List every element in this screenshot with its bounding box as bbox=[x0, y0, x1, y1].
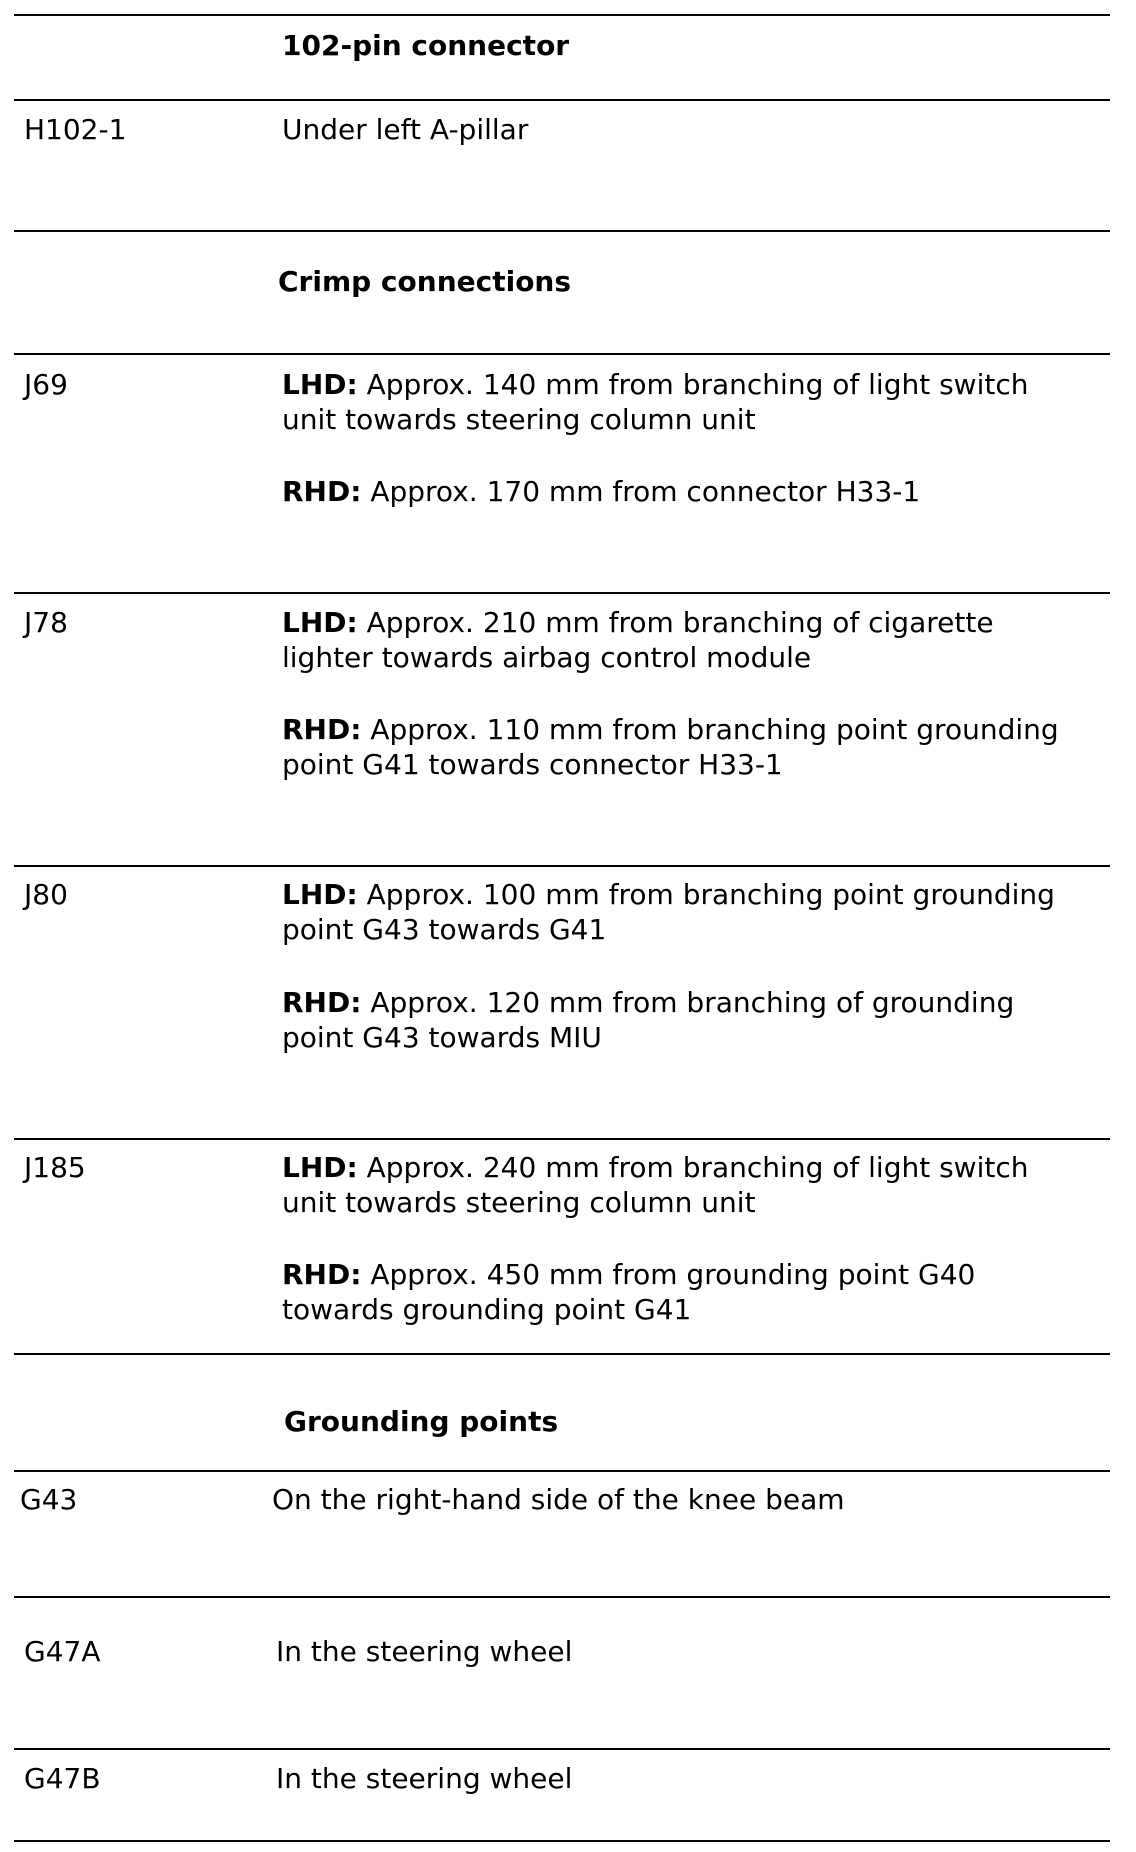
row-lhd-j78-line1: LHD: Approx. 210 mm from branching of cigarette bbox=[282, 606, 994, 639]
row-text-g47b: In the steering wheel bbox=[276, 1762, 573, 1795]
row-lhd-j69-line2: unit towards steering column unit bbox=[282, 403, 756, 436]
rule-after-h102 bbox=[14, 230, 1110, 232]
rule-after-j69 bbox=[14, 592, 1110, 594]
row-code-j185: J185 bbox=[24, 1151, 86, 1184]
row-lhd-j80-line2: point G43 towards G41 bbox=[282, 913, 607, 946]
row-lhd-j80-line1: LHD: Approx. 100 mm from branching point grounding bbox=[282, 878, 1055, 911]
row-text-g47a: In the steering wheel bbox=[276, 1635, 573, 1668]
rule-top bbox=[14, 14, 1110, 16]
row-text-g43: On the right-hand side of the knee beam bbox=[272, 1483, 845, 1516]
rule-after-j185 bbox=[14, 1353, 1110, 1355]
lhd-label: LHD: bbox=[282, 878, 358, 911]
rhd-label: RHD: bbox=[282, 713, 362, 746]
row-text-h102: Under left A-pillar bbox=[282, 113, 529, 146]
row-code-j69: J69 bbox=[24, 368, 68, 401]
rhd-label: RHD: bbox=[282, 1258, 362, 1291]
row-rhd-j78-line2: point G41 towards connector H33-1 bbox=[282, 748, 783, 781]
lhd-label: LHD: bbox=[282, 606, 358, 639]
row-code-j78: J78 bbox=[24, 606, 68, 639]
row-rhd-j185-line2: towards grounding point G41 bbox=[282, 1293, 692, 1326]
section-heading-crimp: Crimp connections bbox=[278, 265, 572, 298]
lhd-label: LHD: bbox=[282, 1151, 358, 1184]
section-heading-connector: 102-pin connector bbox=[282, 29, 570, 62]
row-rhd-j80-line2: point G43 towards MIU bbox=[282, 1021, 602, 1054]
rule-after-j80 bbox=[14, 1138, 1110, 1140]
section-heading-grounding: Grounding points bbox=[284, 1405, 559, 1438]
row-rhd-j80-line1: RHD: Approx. 120 mm from branching of grounding bbox=[282, 986, 1015, 1019]
lhd-label: LHD: bbox=[282, 368, 358, 401]
rule-after-g43 bbox=[14, 1596, 1110, 1598]
rule-after-grounding-heading bbox=[14, 1470, 1110, 1472]
rule-after-j78 bbox=[14, 865, 1110, 867]
rule-after-g47a bbox=[14, 1748, 1110, 1750]
row-lhd-j185-line1: LHD: Approx. 240 mm from branching of light switch bbox=[282, 1151, 1029, 1184]
rule-bottom bbox=[14, 1840, 1110, 1842]
rule-after-connector-heading bbox=[14, 99, 1110, 101]
row-lhd-j78-line2: lighter towards airbag control module bbox=[282, 641, 812, 674]
row-code-g47a: G47A bbox=[24, 1635, 101, 1668]
row-lhd-j69-line1: LHD: Approx. 140 mm from branching of light switch bbox=[282, 368, 1029, 401]
row-code-h102: H102-1 bbox=[24, 113, 127, 146]
rule-after-crimp-heading bbox=[14, 353, 1110, 355]
row-code-g47b: G47B bbox=[24, 1762, 101, 1795]
rhd-label: RHD: bbox=[282, 475, 362, 508]
row-code-g43: G43 bbox=[20, 1483, 78, 1516]
row-rhd-j69-line1: RHD: Approx. 170 mm from connector H33-1 bbox=[282, 475, 921, 508]
row-lhd-j185-line2: unit towards steering column unit bbox=[282, 1186, 756, 1219]
row-rhd-j185-line1: RHD: Approx. 450 mm from grounding point G40 bbox=[282, 1258, 976, 1291]
rhd-label: RHD: bbox=[282, 986, 362, 1019]
row-code-j80: J80 bbox=[24, 878, 68, 911]
row-rhd-j78-line1: RHD: Approx. 110 mm from branching point grounding bbox=[282, 713, 1059, 746]
